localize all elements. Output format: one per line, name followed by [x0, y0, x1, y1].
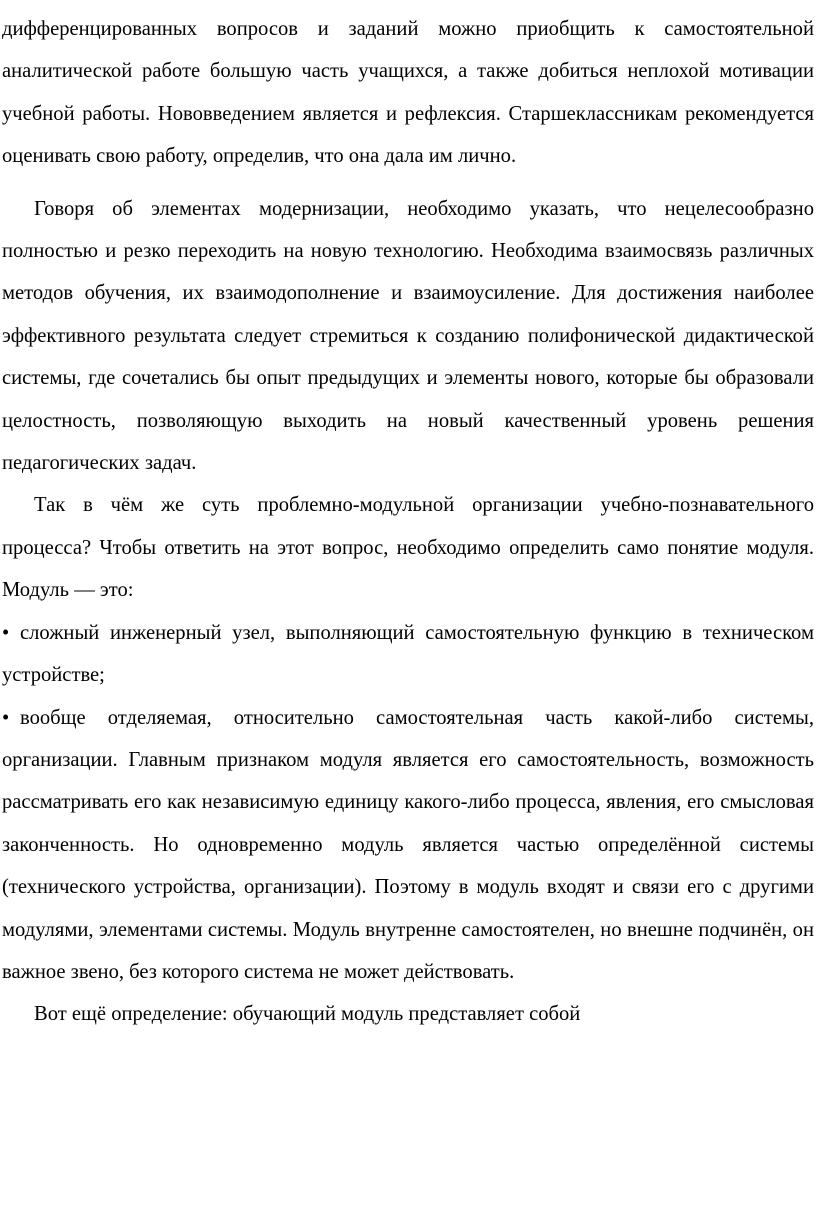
paragraph-module-question: Так в чём же суть проблемно-модульной организации учебно-познавательного процесса? Чтобы ответить на этот вопрос, необходимо определить само понятие модуля. Модуль — это:	[2, 494, 814, 602]
paragraph-modernization: Говоря об элементах модернизации, необходимо указать, что нецелесообразно полностью и резко переходить на новую технологию. Необходима взаимосвязь различных методов обучения, их взаимодополнение и взаимоусиление. Для достижения наиболее эффективного результата следует стремиться к созданию полифонической дидактической системы, где сочетались бы опыт предыдущих и элементы нового, которые бы образовали целостность, позволяющую выходить на новый качественный уровень решения педагогических задач.	[2, 197, 814, 475]
paragraph-gap	[2, 178, 814, 188]
bullet-marker: •	[2, 706, 10, 729]
bullet-item-engineering	[2, 612, 814, 697]
bullet-item-system	[2, 697, 814, 994]
paragraph-continuation: дифференцированных вопросов и заданий можно приобщить к самостоятельной аналитической работе большую часть учащихся, а также добиться неплохой мотивации учебной работы. Нововведением является и рефлексия. Старшеклассникам рекомендуется оценивать свою работу, определив, что она дала им лично.	[2, 18, 814, 168]
bullet-text: вообще отделяемая, относительно самостоятельная часть какой-либо системы, организации. Главным признаком модуля является его самостоятельность, возможность рассматривать его как независимую единицу какого-либо процесса, явления, его смысловая законченность. Но одновременно модуль является частью определённой системы (технического устройства, организации). Поэтому в модуль входят и связи его с другими модулями, элементами системы. Модуль внутренне самостоятелен, но внешне подчинён, он важное звено, без которого система не может действовать.	[2, 706, 814, 983]
bullet-marker: •	[2, 621, 10, 644]
paragraph-definition: Вот ещё определение: обучающий модуль представляет собой	[34, 1003, 581, 1026]
bullet-text: сложный инженерный узел, выполняющий самостоятельную функцию в техническом устройстве;	[2, 621, 814, 687]
